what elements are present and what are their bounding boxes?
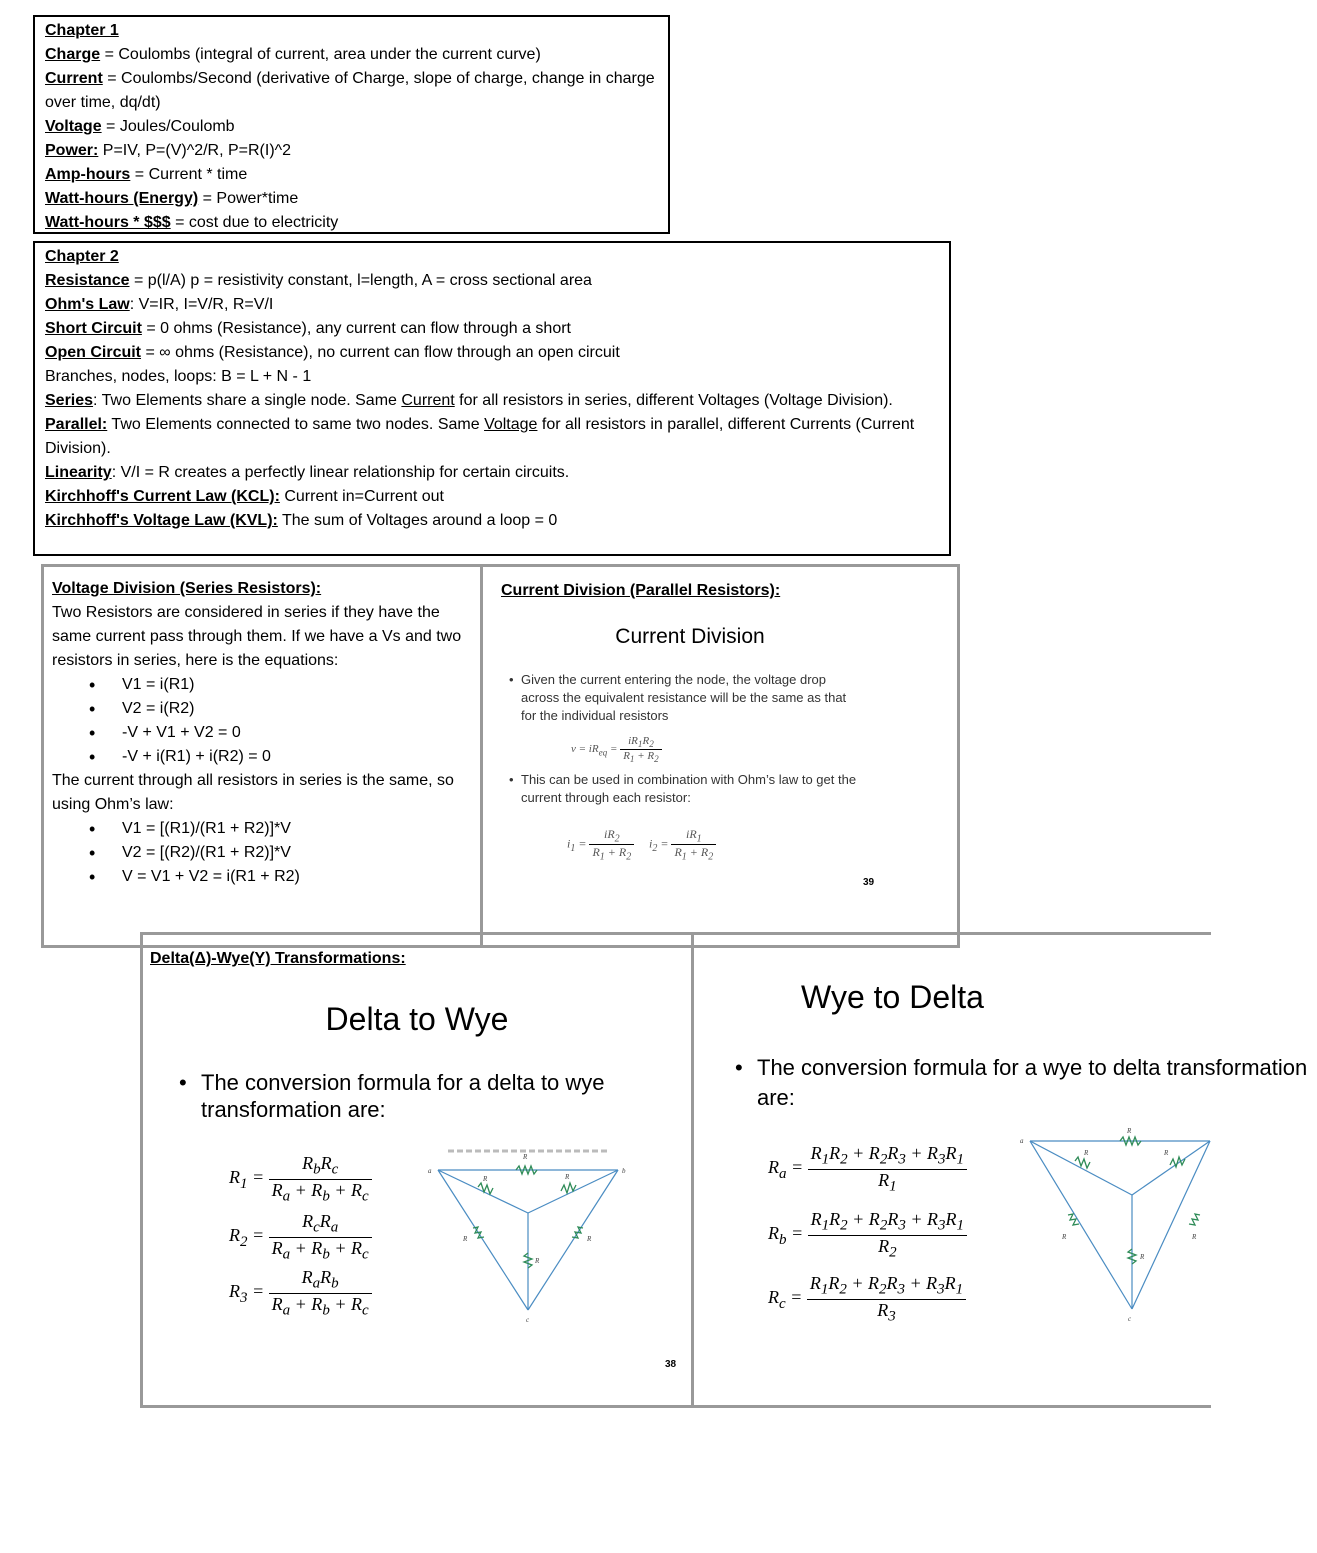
ch1-charge: Charge = Coulombs (integral of current, area under the current curve) — [45, 46, 541, 63]
ch2-short-circuit: Short Circuit = 0 ohms (Resistance), any current can flow through a short — [45, 320, 571, 337]
list-item: • V1 = i(R1) — [122, 673, 472, 697]
list-item: • V2 = i(R2) — [122, 697, 472, 721]
ch1-watt-hours: Watt-hours (Energy) = Power*time — [45, 190, 299, 207]
current-division-eq-i1: $i_1$ = $\frac{iR_2}{R_1 + R_2}$ — [567, 827, 634, 863]
wye-to-delta-slide-title: Wye to Delta — [801, 979, 984, 1015]
ch1-cost: Watt-hours * $$$ = cost due to electricity — [45, 214, 339, 231]
list-item: • V1 = [(R1)/(R1 + R2)]*V — [122, 817, 472, 841]
list-item: • V = V1 + V2 = i(R1 + R2) — [122, 865, 472, 889]
svg-text:R: R — [1164, 1149, 1169, 1157]
wye-delta-circuit-diagram — [1020, 1127, 1210, 1331]
chapter1-title: Chapter 1 — [45, 22, 119, 39]
voltage-division-box — [41, 564, 483, 948]
list-item: • V2 = [(R2)/(R1 + R2)]*V — [122, 841, 472, 865]
voltage-division-intro: Two Resistors are considered in series if they have the same current pass through them. If we have a Vs and two resistors in series, here is the equations: — [52, 604, 462, 669]
ch2-kvl: Kirchhoff's Voltage Law (KVL): The sum of Voltages around a loop = 0 — [45, 512, 558, 529]
voltage-division-list2 — [52, 817, 472, 889]
svg-text:R: R — [523, 1153, 528, 1161]
current-division-slide-title: Current Division — [615, 625, 765, 648]
chapter1-box — [33, 15, 670, 234]
svg-text:R: R — [587, 1235, 592, 1243]
ch2-parallel: Parallel: Two Elements connected to same two nodes. Same Voltage for all resistors in parallel, different Currents (Current Division). — [45, 416, 915, 457]
svg-text:R: R — [483, 1175, 488, 1183]
voltage-division-mid: The current through all resistors in series is the same, so using Ohm’s law: — [52, 772, 454, 813]
svg-text:R: R — [1084, 1149, 1089, 1157]
ch2-branches: Branches, nodes, loops: B = L + N - 1 — [45, 368, 312, 385]
current-division-page-number: 39 — [863, 877, 875, 888]
svg-text:R: R — [1192, 1233, 1197, 1241]
svg-text:R: R — [463, 1235, 468, 1243]
delta-to-wye-eq-r2: $R_2$ = $\frac{R_cR_a}{R_a + R_b + R_c}$ — [229, 1211, 372, 1263]
list-item: • -V + V1 + V2 = 0 — [122, 721, 472, 745]
svg-text:R: R — [565, 1173, 570, 1181]
ch2-linearity: Linearity: V/I = R creates a perfectly linear relationship for certain circuits. — [45, 464, 570, 481]
current-division-bullet2: • This can be used in combination with Ohm’s law to get the current through each resistor: — [509, 772, 857, 805]
chapter2-box — [33, 241, 951, 556]
svg-text:R: R — [1140, 1253, 1145, 1261]
ch2-kcl: Kirchhoff's Current Law (KCL): Current in=Current out — [45, 488, 444, 505]
ch2-series: Series: Two Elements share a single node. Same Current for all resistors in series, different Voltages (Voltage Division). — [45, 392, 893, 409]
wye-to-delta-eq-rc: $R_c$ = $\frac{R_1R_2 + R_2R_3 + R_3R_1}{R_3}$ — [768, 1273, 966, 1325]
ch1-amp-hours: Amp-hours = Current * time — [45, 166, 248, 183]
current-division-box — [480, 564, 960, 948]
wye-to-delta-box — [691, 932, 1308, 1408]
voltage-division-title: Voltage Division (Series Resistors): — [52, 580, 322, 597]
svg-text:R: R — [1062, 1233, 1067, 1241]
svg-text:R: R — [535, 1257, 540, 1265]
ch1-current: Current = Coulombs/Second (derivative of Charge, slope of charge, change in charge over time, dq/dt) — [45, 70, 655, 111]
wye-to-delta-eq-rb: $R_b$ = $\frac{R_1R_2 + R_2R_3 + R_3R_1}{R_2}$ — [768, 1209, 967, 1261]
voltage-division-list1 — [52, 673, 472, 769]
ch2-open-circuit: Open Circuit = ∞ ohms (Resistance), no current can flow through an open circuit — [45, 344, 620, 361]
list-item: • -V + i(R1) + i(R2) = 0 — [122, 745, 472, 769]
svg-text:a: a — [428, 1167, 432, 1175]
wye-to-delta-bullet: • The conversion formula for a wye to delta transformation are: — [735, 1055, 1308, 1110]
svg-text:c: c — [1128, 1315, 1132, 1323]
current-division-eq-voltage: $v = iR_{eq}$ = $\frac{iR_1R_2}{R_1 + R_2}$ — [571, 735, 662, 764]
delta-wye-title: Delta(Δ)-Wye(Y) Transformations: — [150, 950, 406, 967]
chapter2-title: Chapter 2 — [45, 248, 119, 265]
current-division-eq-i2: $i_2$ = $\frac{iR_1}{R_1 + R_2}$ — [649, 827, 716, 863]
svg-text:b: b — [622, 1167, 626, 1175]
delta-to-wye-slide-title: Delta to Wye — [325, 1001, 509, 1037]
delta-wye-circuit-diagram — [423, 1145, 633, 1325]
ch1-voltage: Voltage = Joules/Coulomb — [45, 118, 235, 135]
current-division-bullet1: • Given the current entering the node, the voltage drop across the equivalent resistance will be the same as that for the individual resistors — [509, 672, 847, 723]
delta-to-wye-box — [140, 932, 694, 1408]
ch2-ohms-law: Ohm's Law: V=IR, I=V/R, R=V/I — [45, 296, 274, 313]
svg-text:R: R — [1127, 1127, 1132, 1135]
delta-to-wye-page-number: 38 — [665, 1359, 677, 1370]
svg-text:a: a — [1020, 1137, 1024, 1145]
delta-to-wye-bullet: • The conversion formula for a delta to wye transformation are: — [179, 1070, 605, 1122]
svg-text:c: c — [526, 1316, 530, 1324]
delta-to-wye-eq-r3: $R_3$ = $\frac{R_aR_b}{R_a + R_b + R_c}$ — [229, 1267, 372, 1319]
ch1-power: Power: P=IV, P=(V)^2/R, P=R(I)^2 — [45, 142, 292, 159]
delta-to-wye-eq-r1: $R_1$ = $\frac{R_bR_c}{R_a + R_b + R_c}$ — [229, 1153, 372, 1205]
current-division-title: Current Division (Parallel Resistors): — [501, 582, 781, 599]
ch2-resistance: Resistance = p(l/A) p = resistivity constant, l=length, A = cross sectional area — [45, 272, 592, 289]
wye-to-delta-eq-ra: $R_a$ = $\frac{R_1R_2 + R_2R_3 + R_3R_1}{R_1}$ — [768, 1143, 967, 1195]
